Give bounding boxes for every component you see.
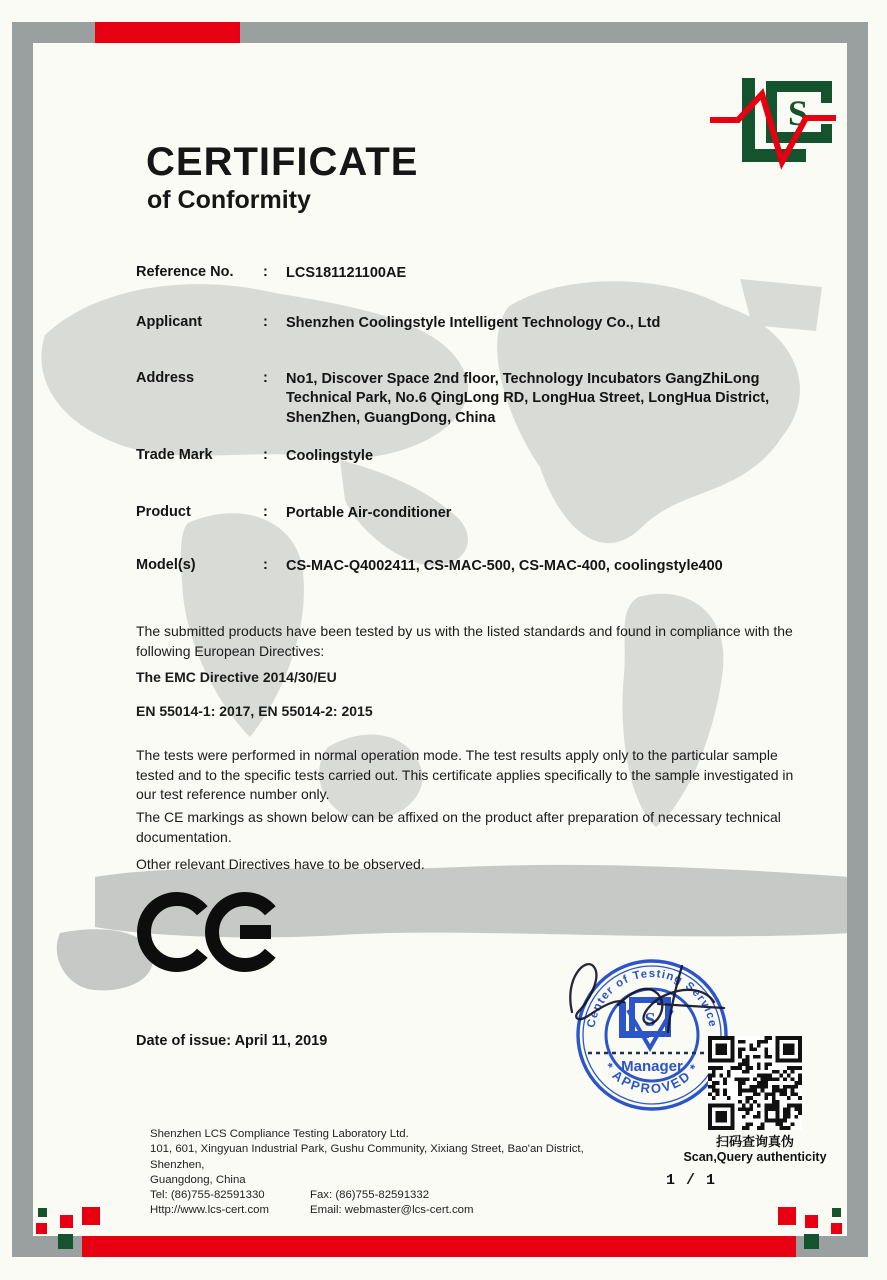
standards-list: EN 55014-1: 2017, EN 55014-2: 2015 (136, 703, 373, 719)
ce-mark (130, 882, 295, 982)
other-directives-note: Other relevant Directives have to be observed. (136, 856, 425, 872)
qr-captions (672, 1131, 838, 1164)
field-value: LCS181121100AE (286, 265, 407, 281)
field-label: Applicant (136, 314, 203, 330)
corner-square (832, 1208, 841, 1217)
footer-company: Shenzhen LCS Compliance Testing Laboratory Ltd. (150, 1128, 409, 1140)
footer-fax: Fax: (86)755-82591332 (310, 1189, 430, 1202)
stamp-logo (619, 1000, 672, 1048)
border-top-gray-right (240, 22, 868, 43)
field-label: Model(s) (136, 557, 196, 573)
field-colon: : (263, 370, 268, 386)
emc-directive: The EMC Directive 2014/30/EU (136, 669, 337, 685)
field-label: Trade Mark (136, 447, 213, 463)
footer-block (150, 1127, 630, 1219)
test-conditions: The tests were performed in normal operation mode. The test results apply only to the particular sample tested and to the specific tests carried out. This certificate applies specifically to the sample investigated in our test reference number only. (136, 747, 794, 803)
corner-square (38, 1208, 47, 1217)
corner-square (58, 1234, 73, 1249)
footer-web: Http://www.lcs-cert.com (150, 1204, 269, 1217)
field-product (136, 504, 791, 523)
field-value: Shenzhen Coolingstyle Intelligent Technology Co., Ltd (286, 315, 661, 331)
stamp-logo-letter: S (644, 1009, 656, 1031)
footer-address1: 101, 601, Xingyuan Industrial Park, Gushu Community, Xixiang Street, Bao'an District, Shenzhen, (150, 1143, 584, 1171)
corner-square (805, 1215, 818, 1228)
border-top-red (95, 22, 240, 43)
field-colon: : (263, 504, 268, 520)
qr-code (708, 1036, 802, 1130)
corner-square (36, 1223, 47, 1234)
border-right (847, 22, 868, 1257)
field-label: Address (136, 370, 195, 386)
field-colon: : (263, 264, 268, 280)
footer-tel: Tel: (86)755-82591330 (150, 1189, 265, 1202)
corner-square (82, 1207, 100, 1225)
field-colon: : (263, 447, 268, 463)
corner-square (804, 1234, 819, 1249)
footer-address2: Guangdong, China (150, 1173, 246, 1186)
field-value: CS-MAC-Q4002411, CS-MAC-500, CS-MAC-400, coolingstyle400 (286, 558, 723, 574)
page-number: 1 / 1 (666, 1172, 717, 1189)
field-value: Portable Air-conditioner (286, 505, 452, 521)
field-colon: : (263, 314, 268, 330)
footer-email: Email: webmaster@lcs-cert.com (310, 1204, 474, 1217)
corner-square (831, 1223, 842, 1234)
lcs-logo (710, 72, 862, 176)
field-address (136, 370, 791, 428)
field-applicant (136, 314, 791, 333)
field-colon: : (263, 557, 268, 573)
qr-caption-cn: 扫码查询真伪 (715, 1134, 794, 1149)
field-models (136, 557, 791, 576)
field-label: Product (136, 504, 191, 520)
corner-square (778, 1207, 796, 1225)
logo-letter-s: S (787, 93, 809, 133)
certificate-title: CERTIFICATE (146, 140, 419, 184)
border-bottom-red (82, 1236, 796, 1257)
field-value: Coolingstyle (286, 448, 374, 464)
qr-caption-en: Scan,Query authenticity (683, 1150, 827, 1164)
ce-marking-note: The CE markings as shown below can be affixed on the product after preparation of necessary technical documentation. (136, 809, 781, 845)
stamp-role: Manager (621, 1058, 683, 1075)
certificate-subtitle: of Conformity (147, 186, 311, 214)
field-reference-no (136, 264, 791, 283)
field-trade-mark (136, 447, 791, 466)
field-label: Reference No. (136, 264, 234, 280)
compliance-statement: The submitted products have been tested by us with the listed standards and found in compliance with the following European Directives: (136, 623, 793, 659)
date-of-issue: Date of issue: April 11, 2019 (136, 1033, 328, 1049)
stamp-arc-bottom-text: * APPROVED * (601, 1059, 703, 1097)
field-value: No1, Discover Space 2nd floor, Technology Incubators GangZhiLong Technical Park, No.6 QingLong RD, LongHua Street, LongHua District, ShenZhen, GuangDong, China (286, 371, 770, 426)
border-left (12, 22, 33, 1257)
stamp-arc-top-text: Center of Testing Service (585, 968, 719, 1029)
corner-square (60, 1215, 73, 1228)
